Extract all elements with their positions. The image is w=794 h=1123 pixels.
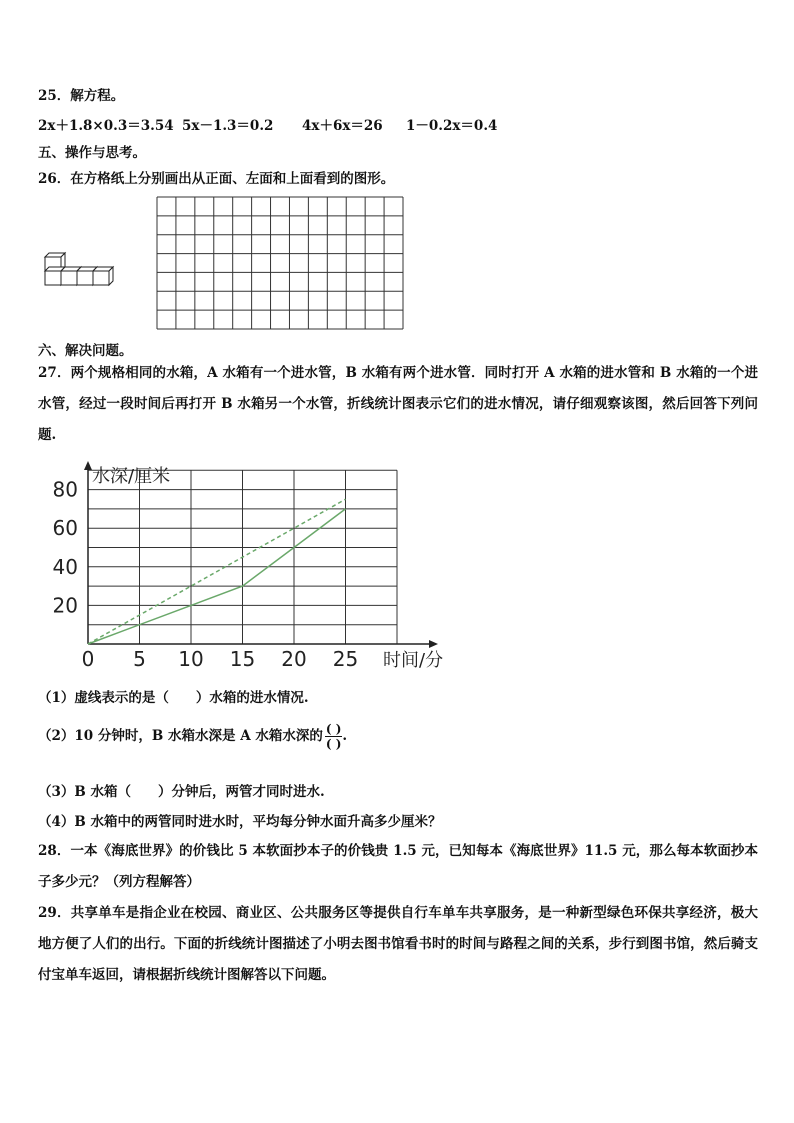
grid-paper	[156, 196, 404, 330]
y-tick-label: 20	[52, 593, 78, 618]
fraction-denominator: ( )	[325, 737, 342, 751]
q28-text: 28．一本《海底世界》的价钱比 5 本软面抄本子的价钱贵 1.5 元，已知每本《海底世界》11.5 元，那么每本软面抄本子多少元？（列方程解答）	[38, 843, 758, 890]
q29-text: 29．共享单车是指企业在校园、商业区、公共服务区等提供自行车单车共享服务，是一种新型绿色环保共享经济，极大地方便了人们的出行。下面的折线统计图描述了小明去图书馆看书时的时间与路程之间的关系，步行到图书馆，然后骑支付宝单车返回，请根据折线统计图解答以下问题。	[38, 905, 758, 983]
y-tick-label: 60	[52, 516, 78, 541]
y-axis-arrow	[84, 461, 92, 470]
series-dashed-line	[88, 499, 346, 644]
y-axis-label: 水深/厘米	[92, 466, 171, 487]
x-axis-label: 时间/分	[383, 650, 444, 671]
q27-sub2	[38, 722, 347, 751]
x-tick-label: 10	[178, 647, 204, 671]
x-tick-label: 20	[281, 647, 307, 671]
q27-sub2-prefix: （2）10 分钟时，B 水箱水深是 A 水箱水深的	[38, 728, 323, 744]
q27-text: 27．两个规格相同的水箱，A 水箱有一个进水管，B 水箱有两个进水管．同时打开 A 水箱的进水管和 B 水箱的一个进水管，经过一段时间后再打开 B 水箱另一个水管，折线统计图表示它们的进水情况，请仔细观察该图，然后回答下列问题.	[38, 365, 758, 443]
equation-1: 2x＋1.8×0.3＝3.54	[38, 118, 174, 134]
cube-figure	[40, 243, 120, 288]
water-depth-chart	[38, 458, 478, 678]
q27-sub4: （4）B 水箱中的两管同时进水时，平均每分钟水面升高多少厘米？	[38, 814, 442, 830]
section-6-heading: 六、解决问题。	[38, 343, 133, 359]
q27-sub2-suffix: .	[342, 728, 348, 744]
x-tick-label: 5	[133, 647, 146, 671]
equation-2: 5x－1.3＝0.2	[182, 118, 274, 134]
y-tick-label: 80	[52, 477, 78, 502]
equation-4: 1－0.2x＝0.4	[406, 118, 498, 134]
q25-title: 25．解方程。	[38, 88, 125, 104]
equation-3: 4x＋6x＝26	[302, 118, 383, 134]
q27-sub1: （1）虚线表示的是（ ）水箱的进水情况.	[38, 690, 309, 706]
x-tick-label: 15	[229, 647, 256, 671]
x-tick-label: 0	[81, 647, 95, 671]
q27-sub3: （3）B 水箱（ ）分钟后，两管才同时进水.	[38, 784, 325, 800]
x-axis-arrow	[429, 640, 438, 648]
series-solid-line	[88, 509, 346, 644]
fraction-numerator: ( )	[325, 722, 342, 736]
y-tick-label: 40	[52, 554, 78, 579]
q26-title: 26．在方格纸上分别画出从正面、左面和上面看到的图形。	[38, 171, 395, 187]
section-5-heading: 五、操作与思考。	[38, 145, 146, 161]
answer-fraction	[325, 722, 343, 751]
x-tick-label: 25	[332, 647, 359, 671]
